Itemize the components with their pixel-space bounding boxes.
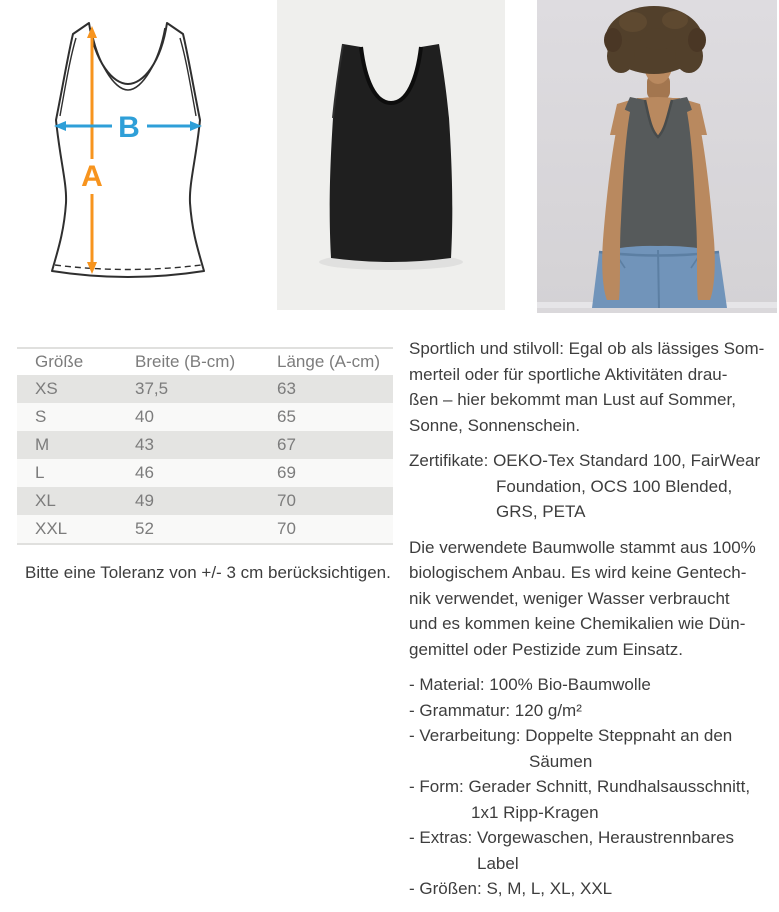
size-cell: S <box>35 407 47 426</box>
spec-line: - Grammatur: 120 g/m² <box>409 700 582 720</box>
spec-line: Säumen <box>529 751 593 771</box>
description-certificates <box>409 448 779 525</box>
width-arrow-label: B <box>118 111 140 144</box>
black-tanktop-graphic <box>277 0 505 310</box>
black-tanktop-body <box>330 44 453 262</box>
model-graphic <box>537 0 777 313</box>
table-row <box>17 487 393 515</box>
header-length: Länge (A-cm) <box>277 348 393 375</box>
table-row <box>17 403 393 431</box>
spec-line: Label <box>477 853 519 873</box>
table-row <box>17 431 393 459</box>
tolerance-note: Bitte eine Toleranz von +/- 3 cm berücksichtigen. <box>25 563 391 582</box>
size-diagram-image <box>33 8 223 298</box>
flat-product-image <box>277 0 505 310</box>
spec-line: - Material: 100% Bio-Baumwolle <box>409 675 651 694</box>
length-cell: 70 <box>277 491 296 510</box>
text-line: Foundation, OCS 100 Blended, <box>496 476 733 496</box>
description-cotton <box>409 535 779 663</box>
text-line: ßen – hier bekommt man Lust auf Sommer, <box>409 390 736 409</box>
width-cell: 43 <box>135 435 154 454</box>
text-line: merteil oder für sportliche Aktivitäten drau- <box>409 364 728 384</box>
table-row <box>17 459 393 487</box>
size-table-section <box>17 347 393 545</box>
size-table <box>17 347 393 545</box>
length-arrow-label: A <box>81 160 103 193</box>
text-line: nik verwendet, weniger Wasser verbraucht <box>409 588 730 608</box>
text-line: Sportlich und stilvoll: Egal ob als lässiges Som- <box>409 339 765 358</box>
spec-line: 1x1 Ripp-Kragen <box>471 802 599 822</box>
width-cell: 37,5 <box>135 379 169 398</box>
size-cell: M <box>35 435 50 454</box>
description-intro <box>409 336 779 438</box>
width-cell: 49 <box>135 491 154 510</box>
text-line: GRS, PETA <box>496 502 586 521</box>
width-cell: 52 <box>135 519 154 538</box>
length-cell: 69 <box>277 463 296 482</box>
header-size: Größe <box>17 348 135 375</box>
table-row <box>17 515 393 544</box>
spec-line: - Extras: Vorgewaschen, Heraustrennbares <box>409 828 735 847</box>
text-line: gemittel oder Pestizide zum Einsatz. <box>409 639 684 659</box>
length-cell: 63 <box>277 379 296 398</box>
product-description <box>409 336 779 912</box>
description-specs <box>409 672 779 902</box>
text-line: Zertifikate: OEKO-Tex Standard 100, FairWear <box>409 451 761 470</box>
tanktop-body-outline <box>52 23 204 277</box>
table-row <box>17 375 393 403</box>
text-line: und es kommen keine Chemikalien wie Dün- <box>409 614 746 633</box>
width-cell: 40 <box>135 407 154 426</box>
text-line: Die verwendete Baumwolle stammt aus 100% <box>409 537 756 557</box>
size-cell: L <box>35 463 45 482</box>
tanktop-outline-drawing <box>33 8 223 298</box>
model-product-image <box>537 0 777 313</box>
length-cell: 70 <box>277 519 296 538</box>
width-cell: 46 <box>135 463 154 482</box>
spec-line: - Verarbeitung: Doppelte Steppnaht an den <box>409 726 733 745</box>
size-cell: XXL <box>35 519 68 538</box>
size-cell: XL <box>35 491 56 510</box>
spec-line: - Form: Gerader Schnitt, Rundhalsausschnitt, <box>409 777 751 796</box>
text-line: Sonne, Sonnenschein. <box>409 415 581 435</box>
length-cell: 65 <box>277 407 296 426</box>
size-cell: XS <box>35 379 58 398</box>
size-table-header-row <box>17 348 393 375</box>
header-width: Breite (B-cm) <box>135 348 277 375</box>
text-line: biologischem Anbau. Es wird keine Gentech- <box>409 563 747 582</box>
length-cell: 67 <box>277 435 296 454</box>
spec-line: - Größen: S, M, L, XL, XXL <box>409 879 613 898</box>
